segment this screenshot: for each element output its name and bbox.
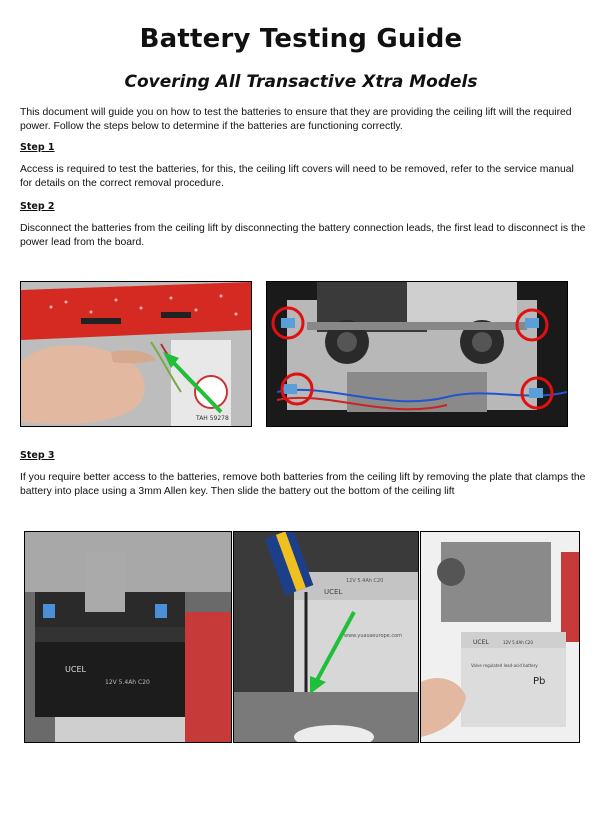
photo-allen-key [233,531,419,743]
step-3-heading: Step 3 [20,450,55,461]
pb-symbol: Pb [533,676,546,687]
label-tag: TAH 59278 [196,415,229,422]
battery-url-label: www.yuasaeurope.com [344,633,403,639]
step-2-heading: Step 2 [20,201,55,212]
battery-caption-label: Valve regulated lead-acid battery [471,663,538,668]
page-subtitle: Covering All Transactive Xtra Models [124,72,478,92]
page-title: Battery Testing Guide [139,24,463,54]
battery-brand-label: UCEL [65,665,86,674]
battery-spec-label-mid: 12V 5.4Ah C20 [346,578,384,584]
step-2-text: Disconnect the batteries from the ceiling lift by disconnecting the battery connection leads, the first lead to disconnect is the power lead from the board. [20,223,586,248]
photo-pcb-power-lead [20,281,252,427]
photo-lift-connections [266,281,568,427]
battery-spec-label-right: 12V 5.4Ah C20 [503,640,533,645]
step-1-text: Access is required to test the batteries, for this, the ceiling lift covers will need to be removed, refer to the service manual for details on the correct removal procedure. [20,164,574,189]
battery-spec-label: 12V 5.4Ah C20 [105,679,150,686]
step-3-text: If you require better access to the batteries, remove both batteries from the ceiling lift by removing the plate that clamps the battery into place using a 3mm Allen key. Then slide the battery out the bottom of the ceiling lift [20,472,586,497]
step-1-heading: Step 1 [20,142,55,153]
battery-brand-label-mid: UCEL [324,588,343,596]
photo-battery-installed [24,531,232,743]
photo-battery-removed [420,531,580,743]
intro-paragraph: This document will guide you on how to test the batteries to ensure that they are providing the ceiling lift will the required power. Follow the steps below to determine if the batteries are functioning correctly. [20,107,572,132]
battery-brand-label-right: UCEL [473,639,489,646]
